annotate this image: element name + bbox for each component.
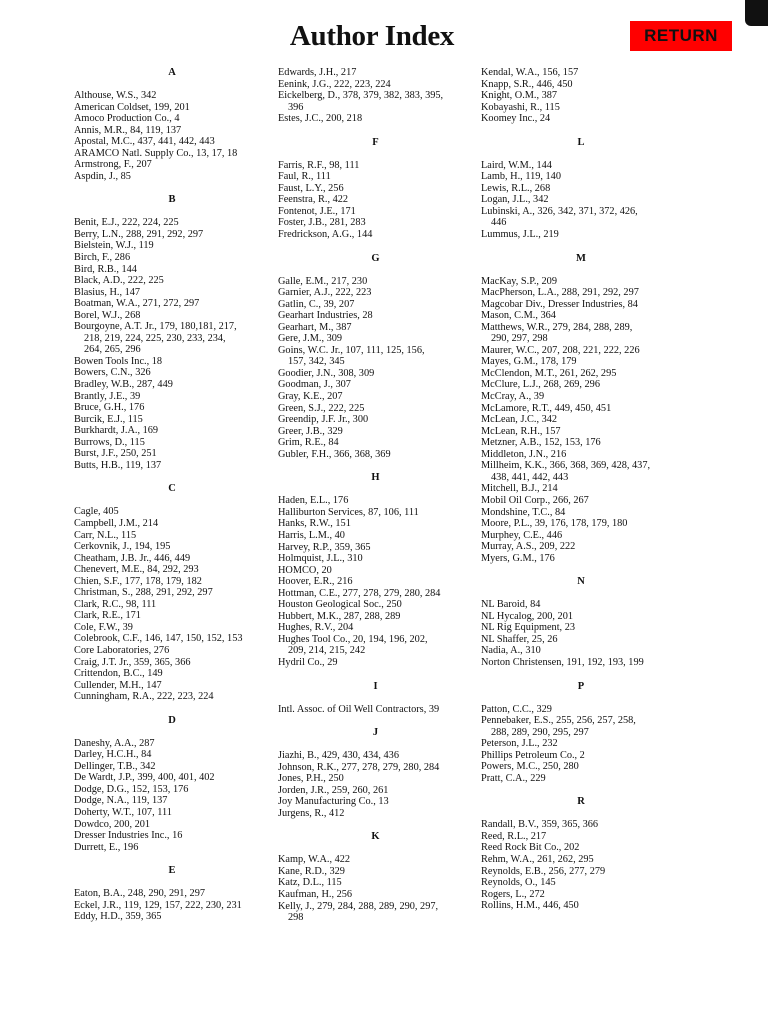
index-entry: Burrows, D., 115: [74, 436, 145, 448]
index-entry: Reed, R.L., 217: [481, 830, 547, 842]
index-entry: Burkhardt, J.A., 169: [74, 425, 159, 437]
index-entry: Craig, J.T. Jr., 359, 365, 366: [74, 656, 191, 668]
page-corner-mark: [745, 0, 768, 26]
index-entry: Colebrook, C.F., 146, 147, 150, 152, 153: [74, 633, 243, 645]
index-entry: Chien, S.F., 177, 178, 179, 182: [74, 575, 202, 587]
index-entry: Lewis, R.L., 268: [481, 182, 551, 194]
index-entry: Berry, L.N., 288, 291, 292, 297: [74, 228, 204, 240]
index-entry: Reed Rock Bit Co., 202: [481, 842, 580, 854]
index-entry: Cagle, 405: [74, 506, 119, 518]
index-entry: Holmquist, J.L., 310: [278, 553, 363, 565]
section-letter-b: B: [168, 194, 176, 206]
index-entry: Mondshine, T.C., 84: [481, 506, 566, 518]
index-entry: Hottman, C.E., 277, 278, 279, 280, 284: [278, 587, 441, 599]
section-letter-e: E: [168, 865, 176, 877]
index-entry: Knight, O.M., 387: [481, 90, 558, 102]
index-entry: Carr, N.L., 115: [74, 529, 137, 541]
index-entry: Dresser Industries Inc., 16: [74, 830, 183, 842]
index-entry: Burst, J.F., 250, 251: [74, 448, 157, 460]
index-entry: Apostal, M.C., 437, 441, 442, 443: [74, 136, 215, 148]
index-entry: HOMCO, 20: [278, 564, 332, 576]
index-entry: Cunningham, R.A., 222, 223, 224: [74, 691, 214, 703]
index-entry: ARAMCO Natl. Supply Co., 13, 17, 18: [74, 147, 238, 159]
index-entry: Eickelberg, D., 378, 379, 382, 383, 395, 396: [278, 90, 444, 113]
index-entry: Patton, C.C., 329: [481, 703, 552, 715]
index-entry: Birch, F., 286: [74, 252, 131, 264]
index-entry: Lummus, J.L., 219: [481, 229, 559, 241]
index-entry: Houston Geological Soc., 250: [278, 599, 402, 611]
index-entry: Murphey, C.E., 446: [481, 529, 563, 541]
index-entry: Jurgens, R., 412: [278, 807, 345, 819]
index-entry: Farris, R.F., 98, 111: [278, 159, 360, 171]
index-entry: Rogers, L., 272: [481, 888, 545, 900]
index-entry: Edwards, J.H., 217: [278, 67, 357, 78]
index-entry: Benit, E.J., 222, 224, 225: [74, 217, 179, 229]
index-entry: Gray, K.E., 207: [278, 391, 343, 403]
section-letter-k: K: [371, 831, 380, 843]
section-letter-c: C: [168, 483, 176, 495]
index-entry: Hughes Tool Co., 20, 194, 196, 202, 209, 214, 215, 242: [278, 633, 428, 657]
index-entry: Durrett, E., 196: [74, 841, 139, 853]
index-entry: Daneshy, A.A., 287: [74, 737, 155, 749]
index-entry: Reynolds, O., 145: [481, 877, 556, 889]
section-letter-a: A: [168, 67, 176, 78]
index-entry: Boatman, W.A., 271, 272, 297: [74, 298, 200, 310]
index-entry: Murray, A.S., 209, 222: [481, 541, 576, 553]
index-entry: Core Laboratories, 276: [74, 644, 170, 656]
index-entry: Black, A.D., 222, 225: [74, 275, 164, 287]
index-entry: Cullender, M.H., 147: [74, 679, 162, 691]
index-entry: Bird, R.B., 144: [74, 263, 137, 275]
index-entry: Gearhart, M., 387: [278, 321, 352, 333]
index-entry: Gubler, F.H., 366, 368, 369: [278, 448, 391, 460]
index-entry: Feenstra, R., 422: [278, 194, 349, 206]
index-entry: Bruce, G.H., 176: [74, 402, 145, 414]
index-entry: Katz, D.L., 115: [278, 877, 342, 889]
index-entry: NL Baroid, 84: [481, 599, 541, 611]
index-entry: Eaton, B.A., 248, 290, 291, 297: [74, 888, 205, 900]
index-entry: Koomey Inc., 24: [481, 113, 551, 125]
index-entry: Hanks, R.W., 151: [278, 518, 351, 530]
index-entry: Fredrickson, A.G., 144: [278, 229, 373, 241]
index-entry: Gere, J.M., 309: [278, 333, 343, 345]
index-entry: NL Shaffer, 25, 26: [481, 633, 558, 645]
index-entry: Eenink, J.G., 222, 223, 224: [278, 78, 391, 90]
index-entry: Jones, P.H., 250: [278, 773, 344, 785]
index-entry: Phillips Petroleum Co., 2: [481, 749, 585, 761]
index-entry: Faust, L.Y., 256: [278, 182, 344, 194]
index-entry: Mason, C.M., 364: [481, 310, 556, 322]
index-entry: Dodge, D.G., 152, 153, 176: [74, 783, 189, 795]
index-entry: Powers, M.C., 250, 280: [481, 761, 579, 773]
index-entry: Jorden, J.R., 259, 260, 261: [278, 784, 389, 796]
index-entry: Greer, J.B., 329: [278, 425, 343, 437]
index-entry: Bourgoyne, A.T. Jr., 179, 180,181, 217, 218, 219, 224, 225, 230, 233, 234, 264, 265, 296: [74, 321, 237, 356]
index-entry: Borel, W.J., 268: [74, 309, 141, 321]
index-entry: NL Hycalog, 200, 201: [481, 610, 573, 622]
index-entry: Bradley, W.B., 287, 449: [74, 379, 173, 391]
index-entry: Hydril Co., 29: [278, 656, 338, 668]
index-entry: Doherty, W.T., 107, 111: [74, 806, 172, 818]
index-entry: NL Rig Equipment, 23: [481, 622, 575, 634]
index-entry: Garnier, A.J., 222, 223: [278, 287, 372, 299]
page-title: Author Index: [289, 20, 455, 52]
index-entry: Amoco Production Co., 4: [74, 113, 180, 125]
index-entry: Rollins, H.M., 446, 450: [481, 900, 579, 912]
index-entry: Fontenot, J.E., 171: [278, 205, 356, 217]
index-entry: Laird, W.M., 144: [481, 159, 552, 171]
index-entry: McClendon, M.T., 261, 262, 295: [481, 367, 617, 379]
index-entry: Rehm, W.A., 261, 262, 295: [481, 853, 594, 865]
index-entry: Brantly, J.E., 39: [74, 390, 141, 402]
section-letter-j: J: [372, 727, 379, 739]
index-entry: Lamb, H., 119, 140: [481, 171, 561, 183]
index-entry: Mobil Oil Corp., 266, 267: [481, 494, 589, 506]
index-entry: Millheim, K.K., 366, 368, 369, 428, 437, 438, 441, 442, 443: [481, 460, 651, 483]
index-entry: Clark, R.C., 98, 111: [74, 598, 157, 610]
index-entry: Armstrong, F., 207: [74, 159, 152, 171]
index-entry: MacPherson, L.A., 288, 291, 292, 297: [481, 287, 639, 299]
index-entry: Annis, M.R., 84, 119, 137: [74, 124, 182, 136]
index-entry: Lubinski, A., 326, 342, 371, 372, 426, 446: [481, 205, 638, 229]
index-entry: Reynolds, E.B., 256, 277, 279: [481, 865, 606, 877]
index-entry: Butts, H.B., 119, 137: [74, 459, 162, 471]
section-letter-m: M: [576, 252, 586, 264]
index-entry: Halliburton Services, 87, 106, 111: [278, 506, 419, 518]
index-entry: McCray, A., 39: [481, 391, 545, 403]
index-entry: Goodman, J., 307: [278, 379, 351, 391]
index-entry: MacKay, S.P., 209: [481, 275, 557, 287]
index-entry: Green, S.J., 222, 225: [278, 402, 365, 414]
index-entry: Aspdin, J., 85: [74, 170, 131, 182]
index-entry: Kaufman, H., 256: [278, 888, 353, 900]
index-entry: Kamp, W.A., 422: [278, 854, 351, 866]
index-entry: Knapp, S.R., 446, 450: [481, 78, 573, 90]
index-entry: Goins, W.C. Jr., 107, 111, 125, 156, 157, 342, 345: [278, 344, 425, 368]
index-entry: Randall, B.V., 359, 365, 366: [481, 819, 599, 831]
index-entry: Hubbert, M.K., 287, 288, 289: [278, 610, 401, 622]
index-entry: Foster, J.B., 281, 283: [278, 217, 366, 229]
section-letter-p: P: [577, 680, 585, 692]
index-entry: Pennebaker, E.S., 255, 256, 257, 258, 288, 289, 290, 295, 297: [481, 715, 636, 738]
index-entry: Christman, S., 288, 291, 292, 297: [74, 587, 213, 599]
index-entry: Clark, R.E., 171: [74, 610, 141, 622]
index-entry: Hoover, E.R., 216: [278, 576, 353, 588]
index-entry: Johnson, R.K., 277, 278, 279, 280, 284: [278, 761, 440, 773]
return-button[interactable]: RETURN: [630, 21, 732, 51]
index-entry: Mayes, G.M., 178, 179: [481, 356, 577, 368]
index-entry: Cerkovnik, J., 194, 195: [74, 541, 171, 553]
section-letter-d: D: [168, 714, 176, 726]
index-entry: Norton Christensen, 191, 192, 193, 199: [481, 656, 644, 668]
index-column-3: [481, 67, 681, 912]
index-entry: Eddy, H.D., 359, 365: [74, 911, 162, 923]
index-entry: Jiazhi, B., 429, 430, 434, 436: [278, 750, 399, 762]
index-entry: Moore, P.L., 39, 176, 178, 179, 180: [481, 518, 628, 530]
index-entry: McLean, J.C., 342: [481, 414, 558, 426]
index-entry: Bielstein, W.J., 119: [74, 240, 154, 252]
index-entry: Middleton, J.N., 216: [481, 448, 567, 460]
index-entry: Grim, R.E., 84: [278, 437, 339, 449]
index-entry: Greendip, J.F. Jr., 300: [278, 414, 369, 426]
index-entry: Gatlin, C., 39, 207: [278, 298, 355, 310]
index-entry: Darley, H.C.H., 84: [74, 749, 152, 761]
index-entry: Metzner, A.B., 152, 153, 176: [481, 437, 601, 449]
index-entry: American Coldset, 199, 201: [74, 101, 190, 113]
index-entry: Nadia, A., 310: [481, 645, 541, 657]
index-entry: Chenevert, M.E., 84, 292, 293: [74, 564, 199, 576]
index-entry: Kendal, W.A., 156, 157: [481, 67, 579, 78]
section-letter-g: G: [371, 252, 380, 264]
section-letter-f: F: [372, 136, 379, 148]
index-entry: Myers, G.M., 176: [481, 552, 555, 564]
index-entry: Estes, J.C., 200, 218: [278, 113, 363, 125]
index-entry: Crittendon, B.C., 149: [74, 668, 163, 680]
index-entry: Dodge, N.A., 119, 137: [74, 795, 168, 807]
index-entry: McClure, L.J., 268, 269, 296: [481, 379, 600, 391]
index-entry: Blasius, H., 147: [74, 286, 141, 298]
index-entry: Campbell, J.M., 214: [74, 517, 159, 529]
index-column-1: [74, 67, 270, 923]
index-entry: Gearhart Industries, 28: [278, 310, 373, 322]
index-entry: McLean, R.H., 157: [481, 425, 561, 437]
index-entry: Faul, R., 111: [278, 171, 331, 183]
index-entry: Logan, J.L., 342: [481, 194, 549, 206]
section-letter-h: H: [371, 472, 380, 484]
section-letter-r: R: [577, 796, 585, 808]
index-entry: Peterson, J.L., 232: [481, 738, 558, 750]
index-entry: Intl. Assoc. of Oil Well Contractors, 39: [278, 703, 440, 715]
index-entry: Goodier, J.N., 308, 309: [278, 367, 375, 379]
index-entry: Pratt, C.A., 229: [481, 772, 546, 784]
section-letter-l: L: [577, 136, 585, 148]
index-entry: Bowers, C.N., 326: [74, 367, 151, 379]
index-entry: Harvey, R.P., 359, 365: [278, 541, 371, 553]
index-entry: De Wardt, J.P., 399, 400, 401, 402: [74, 772, 215, 784]
index-entry: Althouse, W.S., 342: [74, 90, 157, 101]
index-entry: Cheatham, J.B. Jr., 446, 449: [74, 552, 191, 564]
index-entry: Kobayashi, R., 115: [481, 101, 560, 113]
index-entry: Mitchell, B.J., 214: [481, 483, 558, 495]
index-entry: Magcobar Div., Dresser Industries, 84: [481, 298, 638, 310]
section-letter-n: N: [577, 576, 585, 588]
index-entry: Dellinger, T.B., 342: [74, 760, 156, 772]
index-entry: Dowdco, 200, 201: [74, 818, 151, 830]
index-entry: Cole, F.W., 39: [74, 621, 133, 633]
index-entry: Hughes, R.V., 204: [278, 622, 354, 634]
index-entry: Burcik, E.J., 115: [74, 413, 143, 425]
index-entry: Joy Manufacturing Co., 13: [278, 796, 389, 808]
index-entry: Haden, E.L., 176: [278, 495, 349, 507]
index-column-2: [278, 67, 473, 924]
index-entry: Maurer, W.C., 207, 208, 221, 222, 226: [481, 344, 640, 356]
index-entry: Harris, L.M., 40: [278, 529, 345, 541]
index-entry: Galle, E.M., 217, 230: [278, 275, 368, 287]
index-entry: Eckel, J.R., 119, 129, 157, 222, 230, 231: [74, 899, 242, 911]
index-entry: McLamore, R.T., 449, 450, 451: [481, 402, 612, 414]
index-entry: Matthews, W.R., 279, 284, 288, 289, 290, 297, 298: [481, 321, 633, 345]
section-letter-i: I: [373, 680, 378, 692]
index-entry: Kane, R.D., 329: [278, 865, 345, 877]
index-entry: Bowen Tools Inc., 18: [74, 355, 163, 367]
index-entry: Kelly, J., 279, 284, 288, 289, 290, 297, 298: [278, 900, 439, 924]
